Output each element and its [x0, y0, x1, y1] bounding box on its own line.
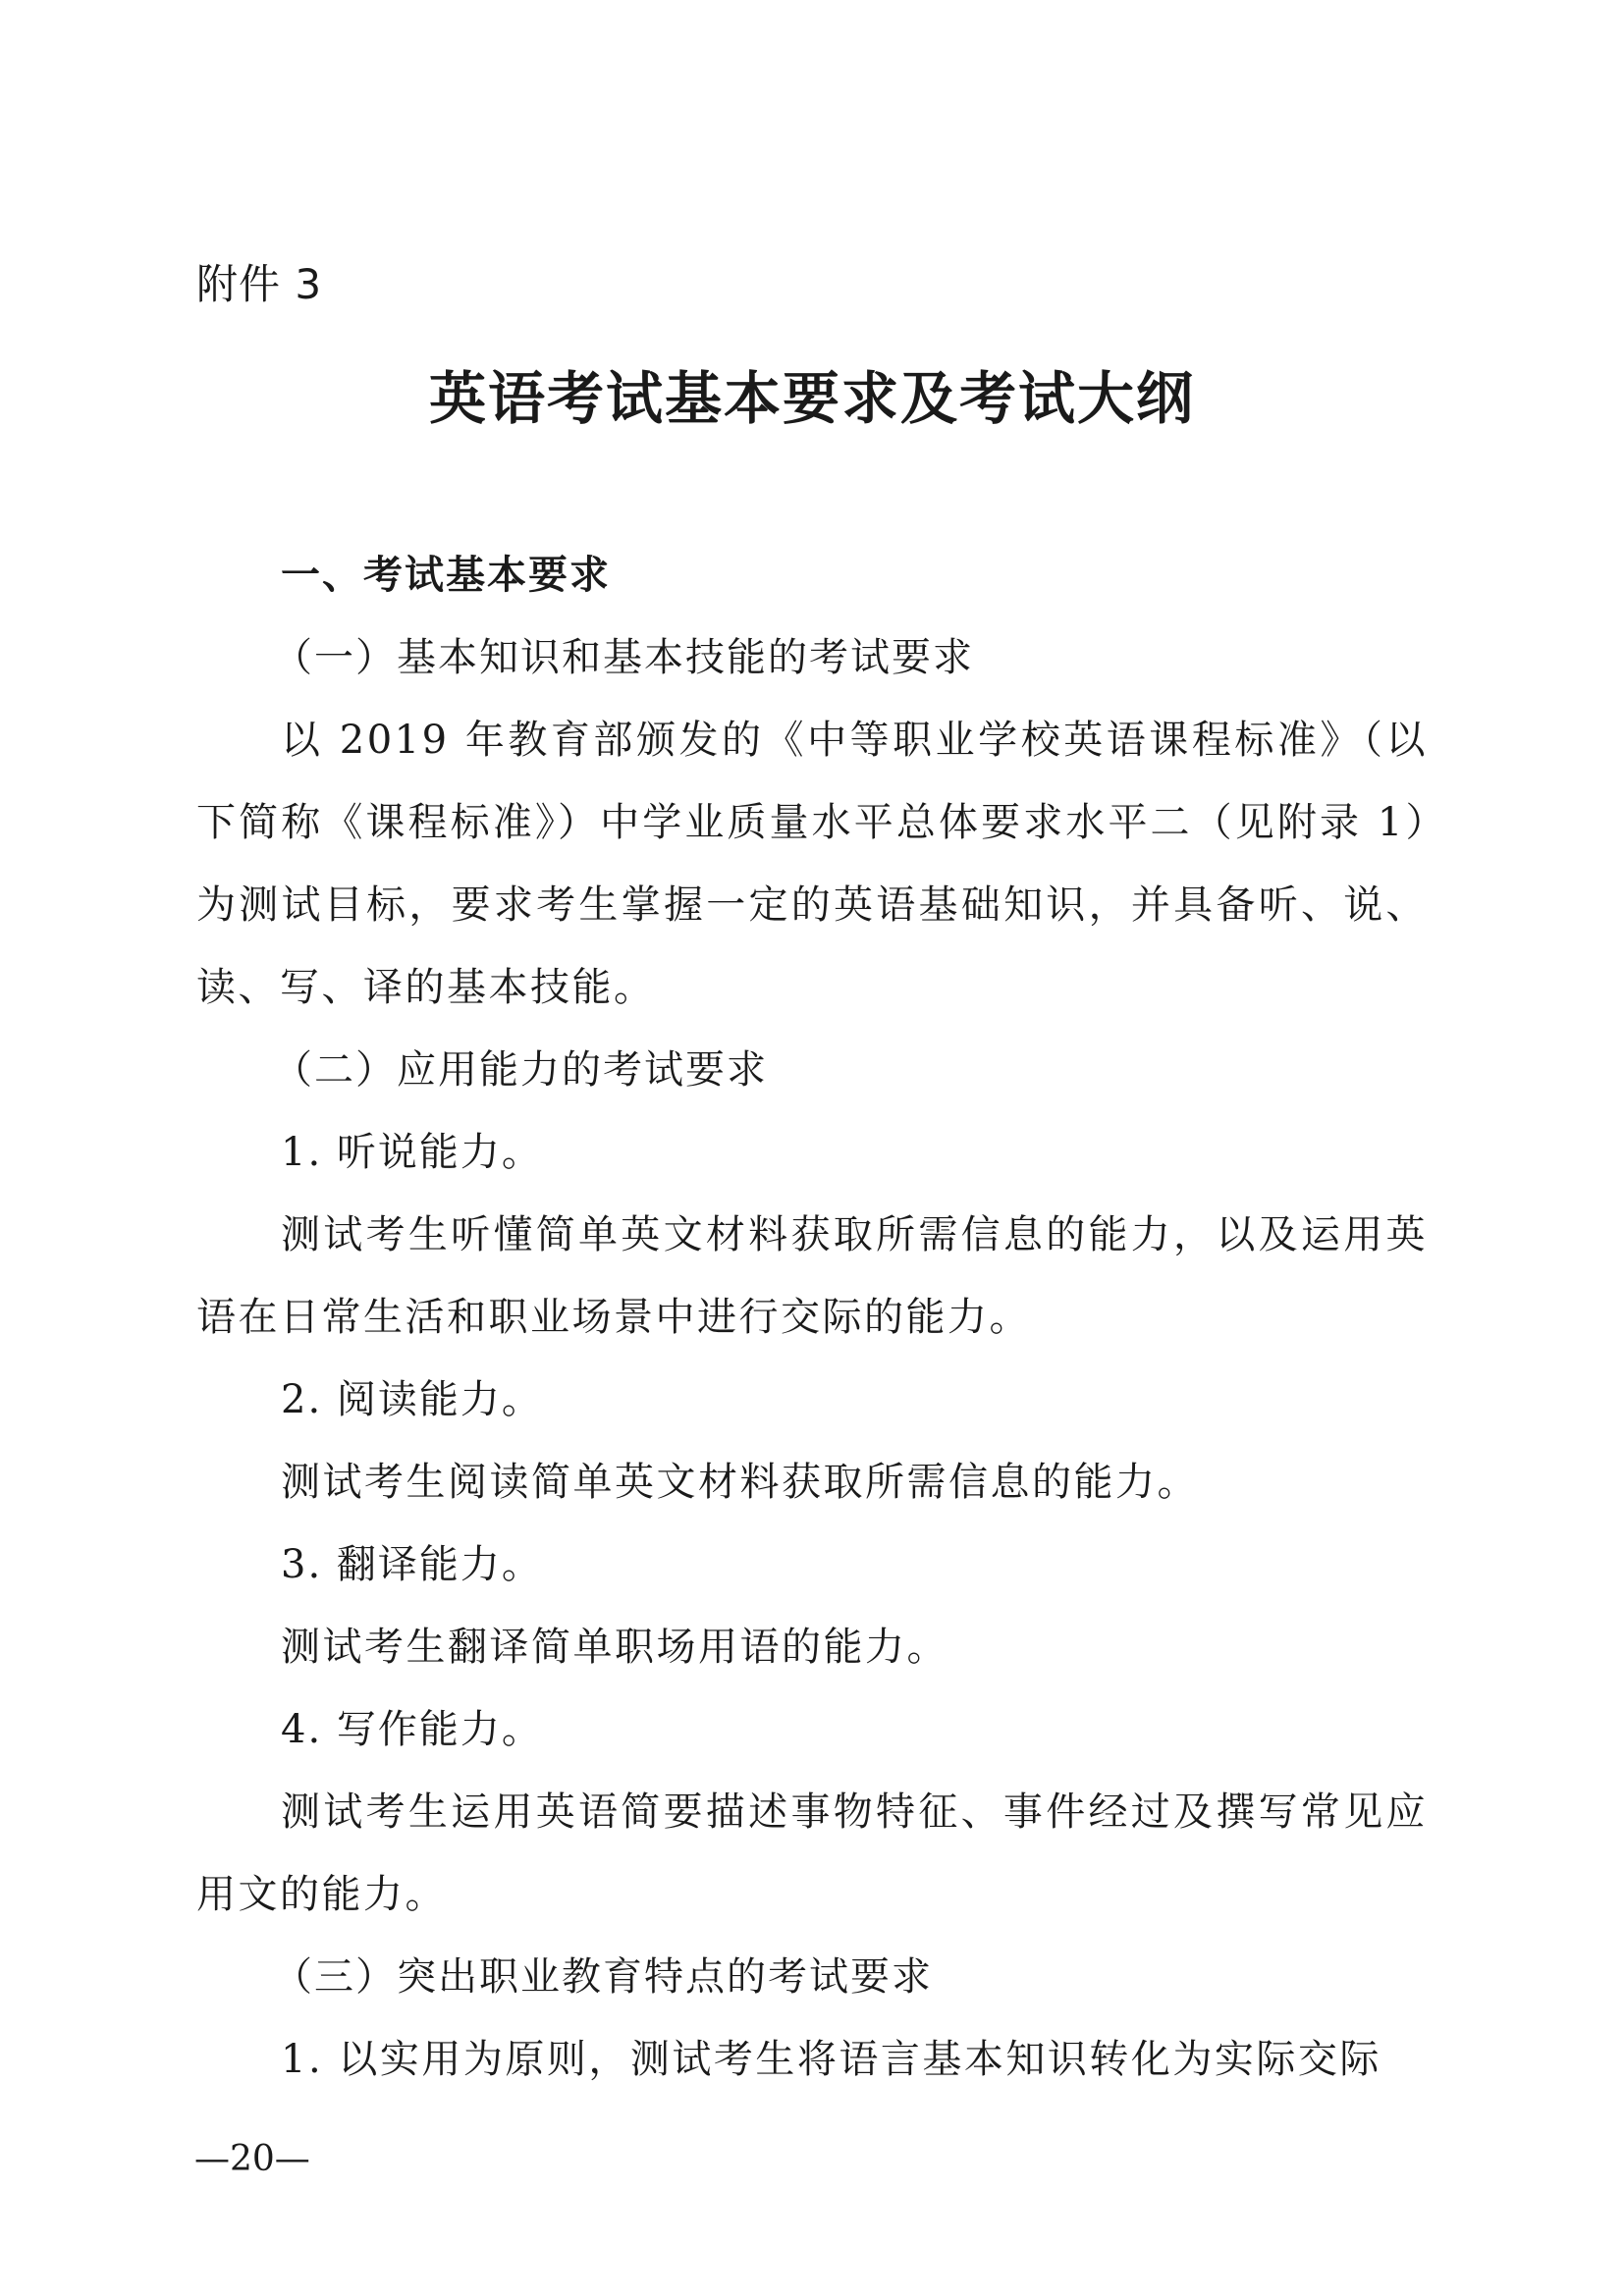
item-reading-text: 测试考生阅读简单英文材料获取所需信息的能力。	[281, 1460, 1199, 1505]
item-writing-text: 测试考生运用英语简要描述事物特征、事件经过及撰写常见应用文的能力。	[196, 1789, 1428, 1917]
item-translation-text: 测试考生翻译简单职场用语的能力。	[281, 1625, 948, 1670]
item-reading-label: 2. 阅读能力。	[281, 1377, 543, 1422]
document-body	[196, 534, 1428, 2101]
paragraph-basic-knowledge: 以 2019 年教育部颁发的《中等职业学校英语课程标准》（以下简称《课程标准》）中学业质量水平总体要求水平二（见附录 1）为测试目标，要求考生掌握一定的英语基础知识，并具备听、说、读、写、译的基本技能。	[196, 718, 1428, 1010]
document-title: 英语考试基本要求及考试大纲	[428, 365, 1195, 432]
item-listening-speaking-text: 测试考生听懂简单英文材料获取所需信息的能力，以及运用英语在日常生活和职业场景中进行交际的能力。	[196, 1212, 1428, 1340]
item-writing-label: 4. 写作能力。	[281, 1707, 543, 1752]
subsection-heading-application-ability: （二）应用能力的考试要求	[273, 1047, 768, 1093]
page-number: —20—	[194, 2139, 310, 2179]
item-listening-speaking-label: 1. 听说能力。	[281, 1130, 543, 1175]
item-translation-label: 3. 翻译能力。	[281, 1542, 543, 1587]
attachment-label: 附件 3	[196, 260, 323, 308]
subsection-heading-basic-knowledge: （一）基本知识和基本技能的考试要求	[273, 635, 974, 680]
subsection-heading-vocational-features: （三）突出职业教育特点的考试要求	[273, 1954, 933, 2000]
section-heading-exam-requirements: 一、考试基本要求	[281, 553, 611, 598]
item-practical-principle-text: 1. 以实用为原则，测试考生将语言基本知识转化为实际交际	[281, 2037, 1381, 2082]
